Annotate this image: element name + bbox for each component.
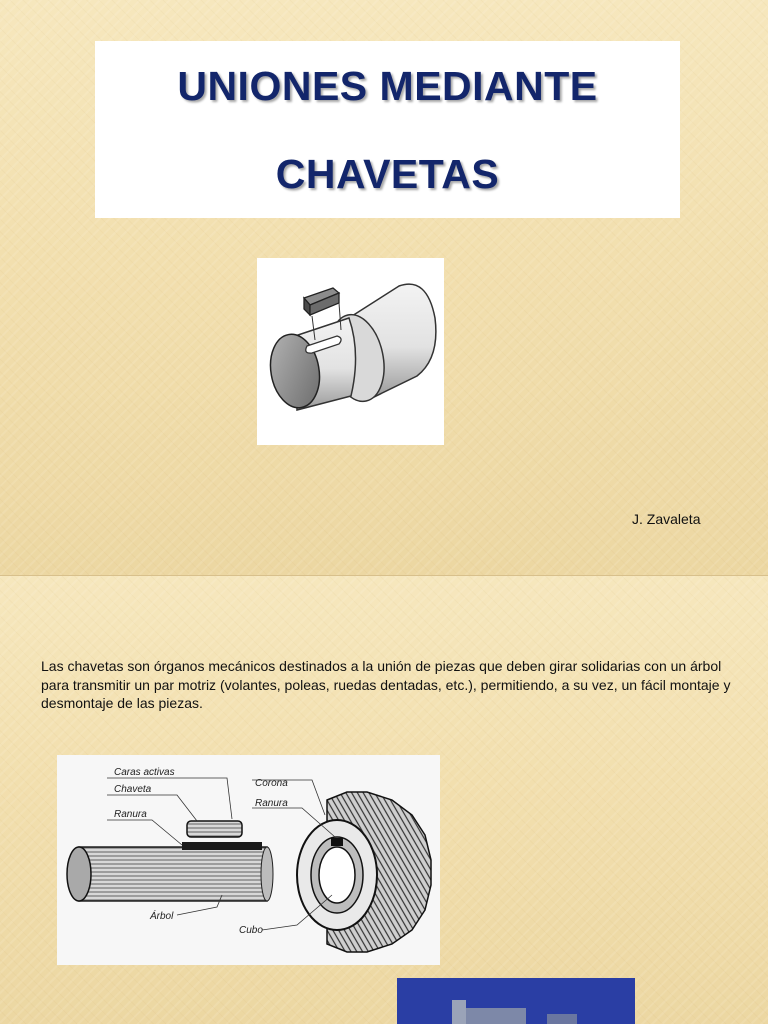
title-line-2: CHAVETAS xyxy=(275,150,500,197)
key-assembly-drawing xyxy=(57,755,440,965)
label-ranura-right: Ranura xyxy=(255,798,288,809)
label-arbol: Árbol xyxy=(150,911,174,922)
author-name: J. Zavaleta xyxy=(632,511,701,527)
slide-2 xyxy=(0,576,768,1024)
definition-paragraph: Las chavetas son órganos mecánicos destinados a la unión de piezas que deben girar solidarias con un árbol para transmitir un par motriz (volantes, poleas, ruedas dentadas, etc.), permitiendo, a su vez, un fácil montaje y desmontaje de las piezas. xyxy=(41,658,731,711)
shaft-key-drawing xyxy=(257,258,444,445)
label-chaveta: Chaveta xyxy=(114,784,152,795)
key-assembly-diagram xyxy=(57,755,440,965)
blue-photo-drawing xyxy=(397,978,635,1024)
title-line-1: UNIONES MEDIANTE xyxy=(177,62,598,109)
label-ranura-left: Ranura xyxy=(114,809,147,820)
label-caras-activas: Caras activas xyxy=(114,767,175,778)
label-cubo: Cubo xyxy=(239,925,263,936)
label-corona: Corona xyxy=(255,778,288,789)
blue-photo-image xyxy=(397,978,635,1024)
shaft-key-image xyxy=(257,258,444,445)
title-box xyxy=(95,41,680,218)
